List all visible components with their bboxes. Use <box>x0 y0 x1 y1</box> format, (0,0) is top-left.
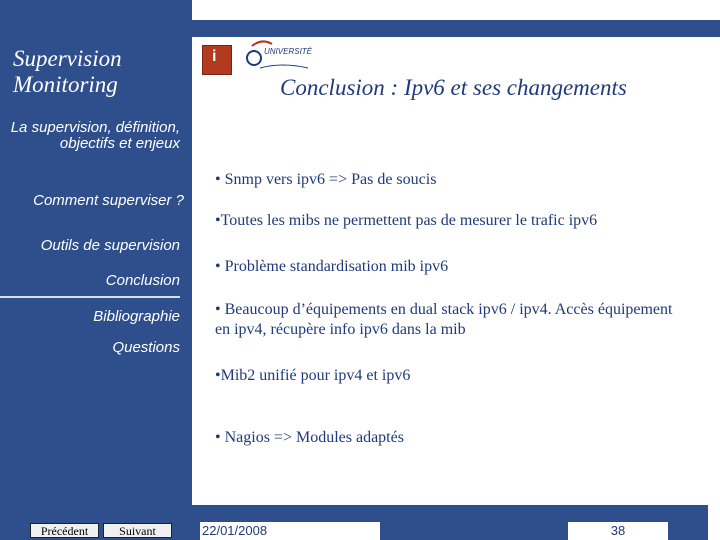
nav-active-underline <box>0 296 180 298</box>
sidebar-title-line1: Supervision <box>13 46 122 71</box>
iut-logo-letter: i <box>212 48 217 65</box>
university-logo-text: UNIVERSITÉ <box>264 47 312 56</box>
bullet-item: •Mib2 unifié pour ipv4 et ipv6 <box>215 367 411 384</box>
page-number: 38 <box>568 522 668 540</box>
bullet-item: • Nagios => Modules adaptés <box>215 429 404 446</box>
bullet-item: • Snmp vers ipv6 => Pas de soucis <box>215 171 437 188</box>
university-logo <box>242 38 312 76</box>
nav-item-bibliographie[interactable]: Bibliographie <box>93 308 180 325</box>
right-margin <box>708 37 720 540</box>
footer-date: 22/01/2008 <box>200 522 380 540</box>
nav-item-comment-superviser[interactable]: Comment superviser ? <box>33 192 184 209</box>
sidebar-title-line2: Monitoring <box>13 72 118 97</box>
bottom-bar <box>192 505 720 520</box>
nav-item-outils[interactable]: Outils de supervision <box>40 237 180 254</box>
nav-item-supervision-definition[interactable]: La supervision, définition, objectifs et enjeux <box>10 119 180 152</box>
slide-title: Conclusion : Ipv6 et ses changements <box>280 75 627 100</box>
next-button[interactable]: Suivant <box>103 523 172 538</box>
nav-item-conclusion[interactable]: Conclusion <box>105 272 180 289</box>
nav-item-questions[interactable]: Questions <box>112 339 180 356</box>
top-bar <box>192 20 720 37</box>
bullet-item: • Problème standardisation mib ipv6 <box>215 258 449 275</box>
bullet-item: •Toutes les mibs ne permettent pas de mesurer le trafic ipv6 <box>215 212 598 229</box>
iut-logo <box>202 45 232 75</box>
sidebar-title <box>13 46 188 98</box>
bullet-item: • Beaucoup d’équipements en dual stack ipv6 / ipv4. Accès équipement en ipv4, récupère info ipv6 dans la mib <box>215 301 673 338</box>
previous-button[interactable]: Précédent <box>30 523 99 538</box>
